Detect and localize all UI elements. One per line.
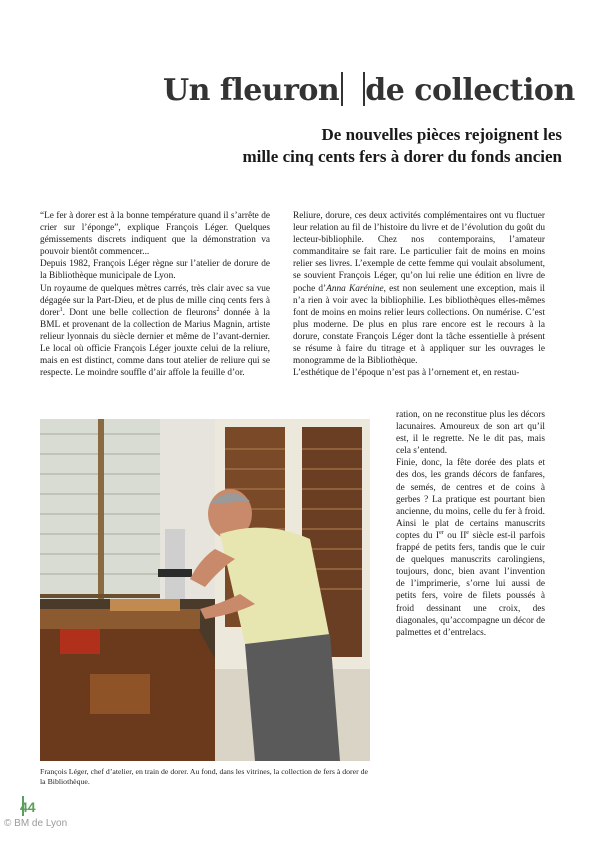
text-column-right [293,210,545,379]
title-divider [341,72,343,106]
paragraph: Reliure, dorure, ces deux activités complémentaires ont vu fluctuer leur relation au fil de l’histoire du livre et de l’évolution du goût du lecteur-bibliophile. Chez nos contemporains, l’amateur commanditaire se fait rare. Le particulier fait de moins en moins relier ses livres. L’exemple de cette femme qui voulait absolument, se souvient François Léger, qu’on lui relie une édition en livre de poche d’Anna Karénine, est non seulement une exception, mais il n’a rien à voir avec la bibliophilie. Les bibliothèques elles-mêmes font de moins en moins relier leurs collections. On numérise. C’est plus moderne. De plus en plus rare encore est le recours à la dorure, constate François Léger dont la tâche essentielle à présent se résume à faire du titrage et à appliquer sur les ouvrages le monogramme de la Bibliothèque. [293,211,545,367]
title-part-1: Un fleuron [163,73,340,108]
subtitle-line: De nouvelles pièces rejoignent les [321,125,562,144]
text-column-right-lower [396,409,545,639]
page-number: 44 [20,799,36,815]
paragraph: ration, on ne reconstitue plus les décors lacunaires. Amoureux de son art qu’il est, il le regrette. Ne le dit pas, mais cela s’entend. [396,410,545,457]
subtitle-line: mille cinq cents fers à dorer du fonds ancien [242,147,562,166]
article-subtitle [222,124,562,168]
text-column-left [40,210,270,379]
photo-caption: François Léger, chef d’atelier, en train de dorer. Au fond, dans les vitrines, la collection de fers à dorer de la Bibliothèque. [40,767,369,786]
paragraph: Finie, donc, la fête dorée des plats et des dos, les grands décors de fanfares, de semés, de centres et de coins à gerbes ? La pratique est pourtant bien ancienne, du moins, celle du fer à froid. Ainsi le plat de certains manuscrits coptes du Ier ou IIe siècle est-il parfois frappé de petits fers, tandis que le cuir de quelques manuscrits carolingiens, toujours, donc, bien avant l’invention de l’imprimerie, s’orne lui aussi de petits fers, voire de filets poussés à froid dessinant une croix, des diagonales, qu’accompagne un décor de palmettes et d’entrelacs. [396,458,546,638]
footnote-ref: 1 [59,306,63,313]
workshop-photo [40,419,370,761]
paragraph: L’esthétique de l’époque n’est pas à l’ornement et, en restau- [293,368,520,379]
copyright-watermark: © BM de Lyon [4,818,68,829]
title-part-2: de collection [365,73,575,108]
footnote-ref: 2 [216,306,220,313]
paragraph: Un royaume de quelques mètres carrés, très clair avec sa vue dégagée sur la Part-Dieu, et de plus de mille cinq cents fers à dorer$^1$. Dont une belle collection de fleurons$^2$ donnée à la BML et provenant de la collection de Marius Magnin, artiste relieur lyonnais du siècle dernier et même de l’avant-dernier. Le local où officie François Léger jouxte celui de la reliure, mais en est distinct, comme dans tout atelier de reliure qui se respecte. Le moindre souffle d’air affole la feuille d’or. [40,283,271,379]
paragraph: Depuis 1982, François Léger règne sur l’atelier de dorure de la Bibliothèque municipale de Lyon. [40,259,270,282]
article-title [163,72,575,108]
paragraph: “Le fer à dorer est à la bonne température quand il s’arrête de crier sur l’éponge”, explique François Léger. Quelques gémissements discrets indiquent que la démonstration va pouvoir bientôt commencer... [40,211,270,258]
